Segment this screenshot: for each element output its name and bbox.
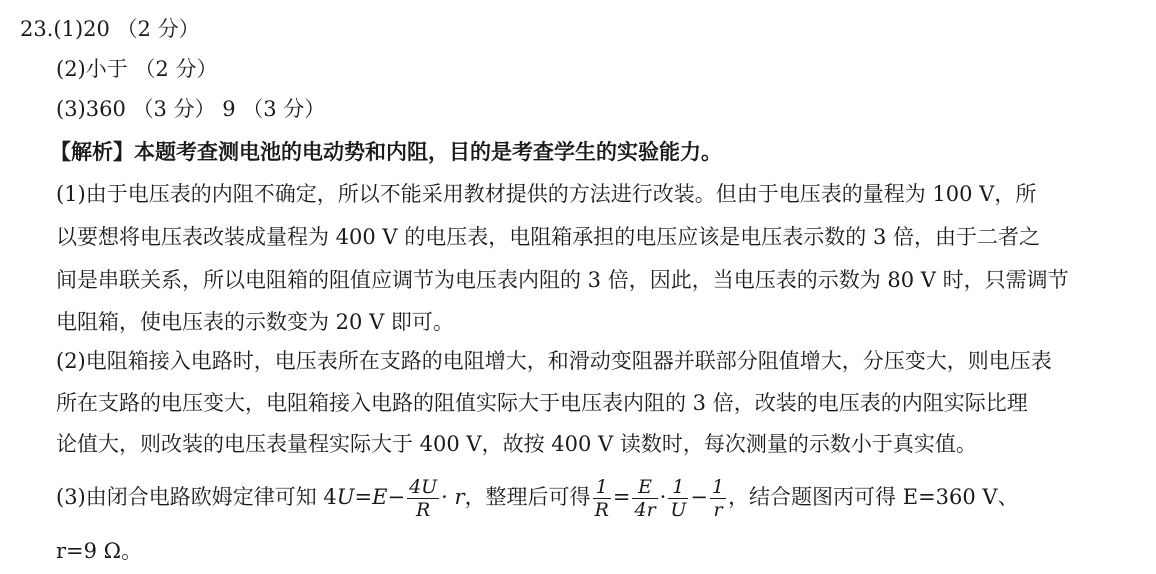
fraction-1-over-r: [593, 476, 611, 521]
para3-suffix: ，结合题图丙可得 E=360 V、: [728, 485, 1019, 509]
fraction-numerator: 4U: [409, 476, 438, 498]
equals-sign: =: [612, 485, 631, 509]
answer-line-2: (2)小于 （2 分）: [56, 57, 218, 81]
fraction-4u-over-r: [407, 476, 439, 521]
fraction-numerator: 1: [711, 476, 725, 498]
fraction-e-over-4r: [632, 476, 657, 521]
para1-line-4: 电阻箱，使电压表的示数变为 20 V 即可。: [56, 310, 454, 334]
minus-sign: −: [387, 485, 406, 509]
para2-line-3: 论值大，则改装的电压表量程实际大于 400 V，故按 400 V 读数时，每次测量的示数小于真实值。: [56, 432, 977, 456]
para1-line-1: (1)由于电压表的内阻不确定，所以不能采用教材提供的方法进行改装。但由于电压表的量程为 100 V，所: [56, 182, 1037, 206]
minus-sign: −: [690, 485, 708, 509]
fraction-denominator: R: [594, 499, 609, 521]
para1-line-3: 间是串联关系，所以电阻箱的阻值应调节为电压表内阻的 3 倍，因此，当电压表的示数为 80 V 时，只需调节: [56, 268, 1069, 292]
fraction-denominator: R: [407, 498, 439, 521]
var-e: E: [372, 485, 388, 509]
fraction-numerator: E: [638, 476, 652, 498]
fraction-denominator: U: [670, 499, 687, 521]
answer-line-3: (3)360 （3 分） 9 （3 分）: [56, 97, 326, 121]
analysis-heading: 【解析】本题考查测电池的电动势和内阻，目的是考查学生的实验能力。: [50, 140, 722, 164]
fraction-1-over-r-small: [710, 476, 726, 521]
var-u: U: [336, 485, 355, 509]
fraction-numerator: 1: [595, 476, 608, 498]
para2-line-1: (2)电阻箱接入电路时，电压表所在支路的电阻增大，和滑动变阻器并联部分阻值增大，分压变大，则电压表: [56, 349, 1052, 373]
para3-prefix: (3)由闭合电路欧姆定律可知 4: [56, 485, 337, 509]
equals-sign: =: [354, 485, 373, 509]
fraction-numerator: 1: [672, 476, 685, 498]
fraction-1-over-u: [668, 476, 688, 521]
fraction-denominator: r: [710, 498, 726, 521]
fraction-denominator: 4r: [634, 499, 656, 521]
answer-line-1: 23.(1)20 （2 分）: [20, 17, 200, 41]
dot-operator: ·: [659, 485, 667, 509]
dot-r: · r: [441, 485, 465, 509]
para3-last-line: r=9 Ω。: [56, 539, 143, 563]
para3-mid: ，整理后可得: [464, 485, 591, 509]
para3-formula-line: [56, 470, 1019, 524]
para1-line-2: 以要想将电压表改装成量程为 400 V 的电压表，电阻箱承担的电压应该是电压表示数的 3 倍，由于二者之: [56, 225, 1040, 249]
para2-line-2: 所在支路的电压变大，电阻箱接入电路的阻值实际大于电压表内阻的 3 倍，改装的电压表的内阻实际比理: [56, 391, 1028, 415]
